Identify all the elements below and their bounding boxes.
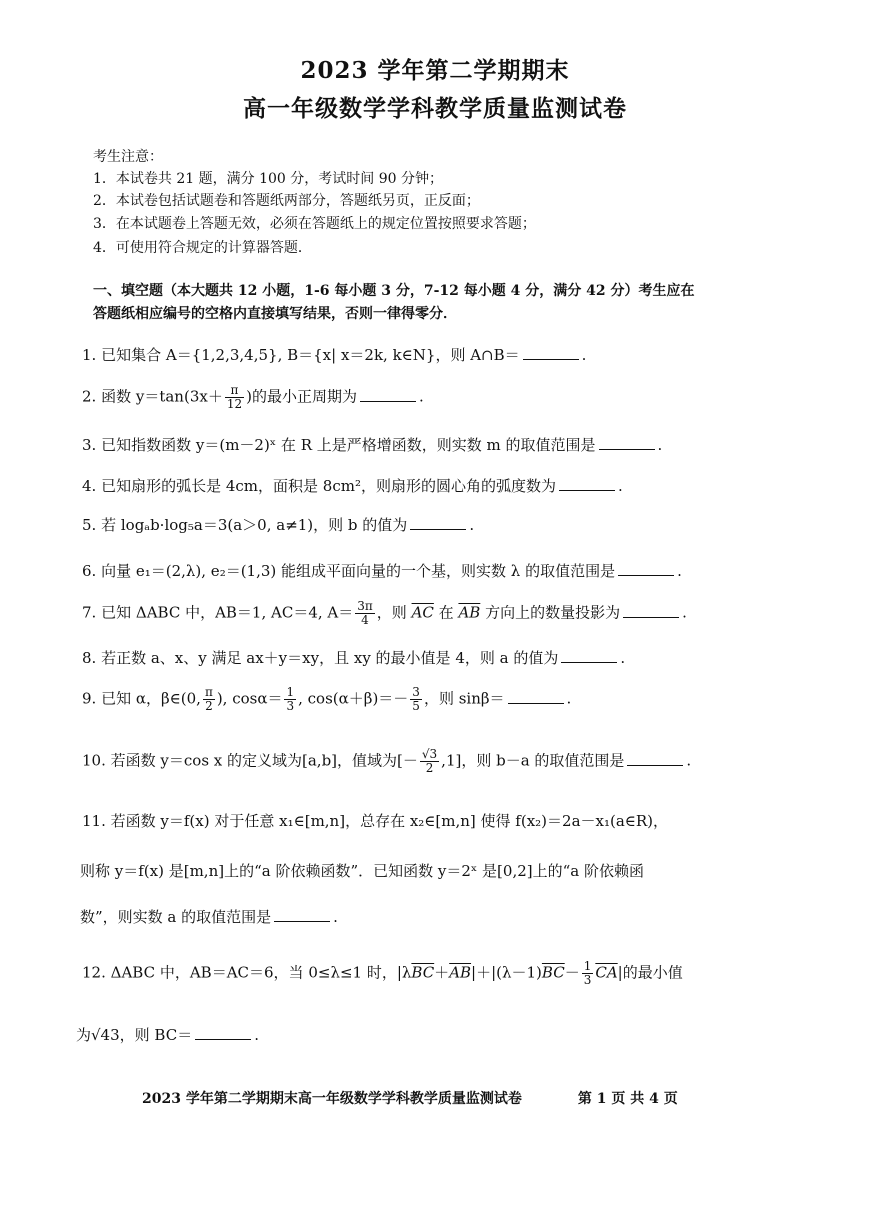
question-text: ＋ xyxy=(434,963,450,982)
question-number: 7. xyxy=(82,603,97,622)
question-end: . xyxy=(617,477,623,495)
exam-title-line1: 2023 学年第二学期期末 xyxy=(300,57,570,84)
answer-blank xyxy=(559,489,615,491)
question-text: 方向上的数量投影为 xyxy=(485,603,621,622)
answer-blank xyxy=(410,528,466,530)
fraction xyxy=(420,748,439,775)
question-10 xyxy=(82,748,691,775)
question-text: 若函数 y＝cos x 的定义域为[a,b]，值域为[－ xyxy=(110,751,418,770)
fraction xyxy=(203,686,215,713)
question-end: . xyxy=(469,516,475,534)
vector: $\overline{AC}$ xyxy=(411,603,434,622)
question-text: 若正数 a、x、y 满足 ax＋y＝xy，且 xy 的最小值是 4，则 a 的值为 xyxy=(101,649,559,667)
footer-title: 2023 学年第二学期期末高一年级数学学科教学质量监测试卷 xyxy=(142,1091,522,1107)
question-2 xyxy=(82,384,424,411)
answer-blank xyxy=(195,1038,251,1040)
fraction xyxy=(410,686,422,713)
notice-item-1: 1．本试卷共 21 题，满分 100 分，考试时间 90 分钟； xyxy=(93,171,443,187)
answer-blank xyxy=(623,616,679,618)
question-end: . xyxy=(418,387,424,406)
answer-blank xyxy=(627,764,683,766)
question-5 xyxy=(82,514,474,535)
question-end: . xyxy=(566,689,572,708)
question-12-line2 xyxy=(76,1024,259,1045)
question-end: . xyxy=(333,908,338,926)
numerator: √3 xyxy=(421,747,438,761)
vector: $\overline{BC}$ xyxy=(411,963,435,982)
question-text: 数”，则实数 a 的取值范围是 xyxy=(80,908,272,926)
question-end: . xyxy=(682,603,687,622)
section-instructions-line2: 答题纸相应编号的空格内直接填写结果，否则一律得零分． xyxy=(93,306,457,322)
question-end: . xyxy=(677,562,682,580)
fraction xyxy=(225,384,244,411)
question-number: 10. xyxy=(82,751,106,770)
question-number: 3. xyxy=(82,436,97,454)
question-text: )的最小正周期为 xyxy=(246,387,357,406)
numerator: 3π xyxy=(357,599,373,613)
answer-blank xyxy=(360,400,416,402)
question-text: ΔABC 中，AB＝AC＝6，当 0≤λ≤1 时，|λ xyxy=(110,963,412,982)
question-4 xyxy=(82,475,623,496)
question-3 xyxy=(82,434,662,455)
question-text: , cos(α＋β)＝－ xyxy=(298,689,409,708)
question-number: 2. xyxy=(82,387,97,406)
question-text: |＋|(λ－1) xyxy=(471,963,542,982)
question-7 xyxy=(82,600,687,627)
answer-blank xyxy=(599,448,655,450)
denominator: 3 xyxy=(286,699,295,713)
fraction xyxy=(582,960,594,987)
fraction xyxy=(355,600,375,627)
denominator: 2 xyxy=(425,761,434,775)
question-text: 函数 y＝tan(3x＋ xyxy=(101,387,223,406)
question-end: . xyxy=(581,346,587,364)
question-end: . xyxy=(686,751,692,770)
question-text: 若 logₐb·log₅a＝3(a＞0, a≠1)，则 b 的值为 xyxy=(101,516,408,534)
question-text: 已知集合 A＝{1,2,3,4,5}, B＝{x| x＝2k, k∈N}，则 A∩B＝ xyxy=(101,346,520,364)
answer-blank xyxy=(561,661,617,663)
question-number: 5. xyxy=(82,516,97,534)
question-text: 向量 e₁＝(2,λ), e₂＝(1,3) 能组成平面向量的一个基，则实数 λ 的取值范围是 xyxy=(101,562,616,580)
numerator: 1 xyxy=(583,959,592,973)
denominator: 4 xyxy=(361,613,369,627)
question-number: 6. xyxy=(82,562,97,580)
numerator: 3 xyxy=(412,685,420,699)
question-6 xyxy=(82,560,682,581)
question-8 xyxy=(82,647,625,668)
denominator: 3 xyxy=(583,973,592,987)
vector: $\overline{AB}$ xyxy=(449,963,472,982)
notice-item-2: 2．本试卷包括试题卷和答题纸两部分，答题纸另页，正反面； xyxy=(93,193,480,209)
answer-blank xyxy=(274,920,330,922)
question-text: － xyxy=(564,963,580,982)
fraction xyxy=(284,686,296,713)
notice-item-3: 3．在本试题卷上答题无效，必须在答题纸上的规定位置按照要求答题； xyxy=(93,216,536,232)
question-text: 已知指数函数 y＝(m－2)ˣ 在 R 上是严格增函数，则实数 m 的取值范围是 xyxy=(101,436,596,454)
question-text: 若函数 y＝f(x) 对于任意 x₁∈[m,n]，总存在 x₂∈[m,n] 使得 f(x₂)＝2a－x₁(a∈R)， xyxy=(110,812,669,830)
question-number: 1. xyxy=(82,346,97,364)
page-footer xyxy=(142,1088,678,1108)
question-11-line3 xyxy=(80,906,338,927)
question-text: 已知 α，β∈(0, xyxy=(101,689,201,708)
question-number: 11. xyxy=(82,812,106,830)
answer-blank xyxy=(508,702,564,704)
question-end: . xyxy=(254,1026,259,1044)
question-text: 已知扇形的弧长是 4cm，面积是 8cm²，则扇形的圆心角的弧度数为 xyxy=(101,477,556,495)
notice-heading: 考生注意： xyxy=(93,149,163,165)
notice-item-4: 4．可使用符合规定的计算器答题． xyxy=(93,240,312,256)
question-11-line2: 则称 y＝f(x) 是[m,n]上的“a 阶依赖函数”．已知函数 y＝2ˣ 是[0,2]上的“a 阶依赖函 xyxy=(80,862,644,880)
question-12 xyxy=(82,960,683,987)
page-number: 第 1 页 共 4 页 xyxy=(577,1091,678,1107)
numerator: π xyxy=(204,685,213,699)
denominator: 5 xyxy=(412,699,420,713)
question-text: ), cosα＝ xyxy=(216,689,283,708)
answer-blank xyxy=(618,574,674,576)
answer-blank xyxy=(523,358,579,360)
question-text: 在 xyxy=(438,603,454,622)
question-number: 9. xyxy=(82,689,97,708)
vector: $\overline{CA}$ xyxy=(595,963,618,982)
question-number: 4. xyxy=(82,477,97,495)
question-text: ,1]，则 b－a 的取值范围是 xyxy=(441,751,625,770)
section-instructions-line1: 一、填空题（本大题共 12 小题，1-6 每小题 3 分，7-12 每小题 4 分，满分 42 分）考生应在 xyxy=(93,283,695,299)
numerator: 1 xyxy=(286,685,295,699)
question-text: ，则 xyxy=(376,603,407,622)
question-number: 12. xyxy=(82,963,106,982)
question-text: 为√43，则 BC＝ xyxy=(76,1026,193,1044)
vector: $\overline{BC}$ xyxy=(541,963,565,982)
question-end: . xyxy=(620,649,626,667)
question-text: 已知 ΔABC 中，AB＝1, AC＝4, A＝ xyxy=(101,603,354,622)
question-9 xyxy=(82,686,571,713)
denominator: 2 xyxy=(205,699,213,713)
exam-title-line2: 高一年级数学学科教学质量监测试卷 xyxy=(243,95,627,122)
question-11 xyxy=(82,810,668,831)
question-number: 8. xyxy=(82,649,97,667)
question-text: |的最小值 xyxy=(617,963,683,982)
numerator: π xyxy=(225,384,244,398)
question-text: ，则 sinβ＝ xyxy=(423,689,505,708)
question-end: . xyxy=(657,436,663,454)
denominator: 12 xyxy=(226,397,243,411)
question-1 xyxy=(82,344,586,365)
vector: $\overline{AB}$ xyxy=(458,603,481,622)
